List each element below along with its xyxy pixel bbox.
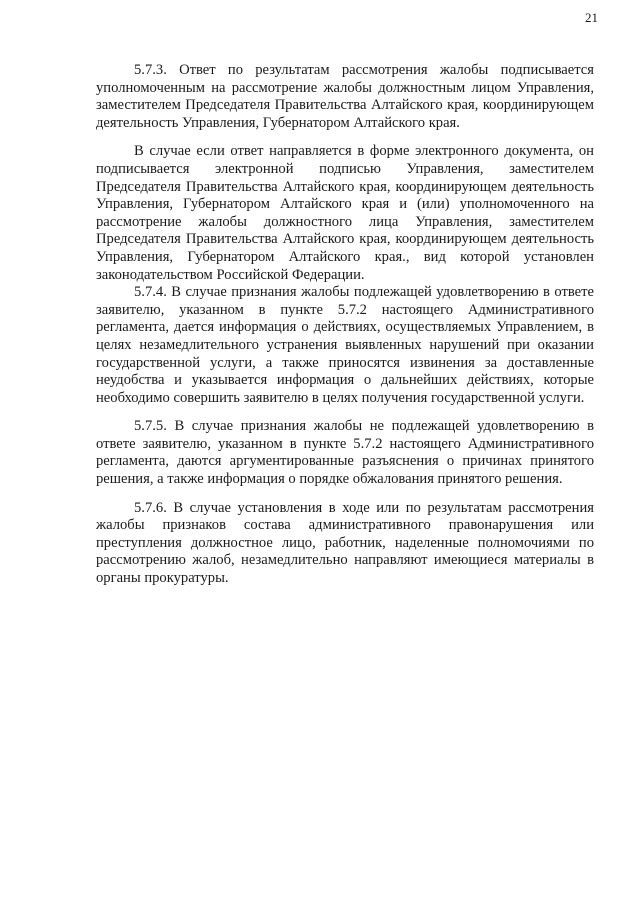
paragraph-electronic-signature: В случае если ответ направляется в форме электронного документа, он подписывается электронной подписью Управления, заместителем Председателя Правительства Алтайского края, координирующем деятельность Управления, Губернатором Алтайского края и (или) уполномоченного на рассмотрение жалобы должностного лица Управления, заместителем Председателя Правительства Алтайского края, координирующем деятельность Управления, Губернатором Алтайского края., вид которой установлен законодательством Российской Федерации. (96, 143, 594, 283)
paragraph-5-7-3: 5.7.3. Ответ по результатам рассмотрения жалобы подписывается уполномоченным на рассмотрение жалобы должностным лицом Управления, заместителем Председателя Правительства Алтайского края, координирующем деятельность Управления, Губернатором Алтайского края. (96, 62, 594, 131)
page-number: 21 (585, 10, 598, 25)
paragraph-5-7-5: 5.7.5. В случае признания жалобы не подлежащей удовлетворению в ответе заявителю, указанном в пункте 5.7.2 настоящего Административного регламента, даются аргументированные разъяснения о причинах принятого решения, а также информация о порядке обжалования принятого решения. (96, 418, 594, 488)
document-body (96, 62, 594, 588)
paragraph-5-7-6: 5.7.6. В случае установления в ходе или по результатам рассмотрения жалобы признаков состава административного правонарушения или преступления должностное лицо, работник, наделенные полномочиями по рассмотрению жалоб, незамедлительно направляют имеющиеся материалы в органы прокуратуры. (96, 499, 594, 587)
paragraph-5-7-4: 5.7.4. В случае признания жалобы подлежащей удовлетворению в ответе заявителю, указанном в пункте 5.7.2 настоящего Административного регламента, дается информация о действиях, осуществляемых Управлением, в целях незамедлительного устранения выявленных нарушений при оказании государственной услуги, а также приносятся извинения за доставленные неудобства и указывается информация о дальнейших действиях, которые необходимо совершить заявителю в целях получения государственной услуги. (96, 284, 594, 406)
